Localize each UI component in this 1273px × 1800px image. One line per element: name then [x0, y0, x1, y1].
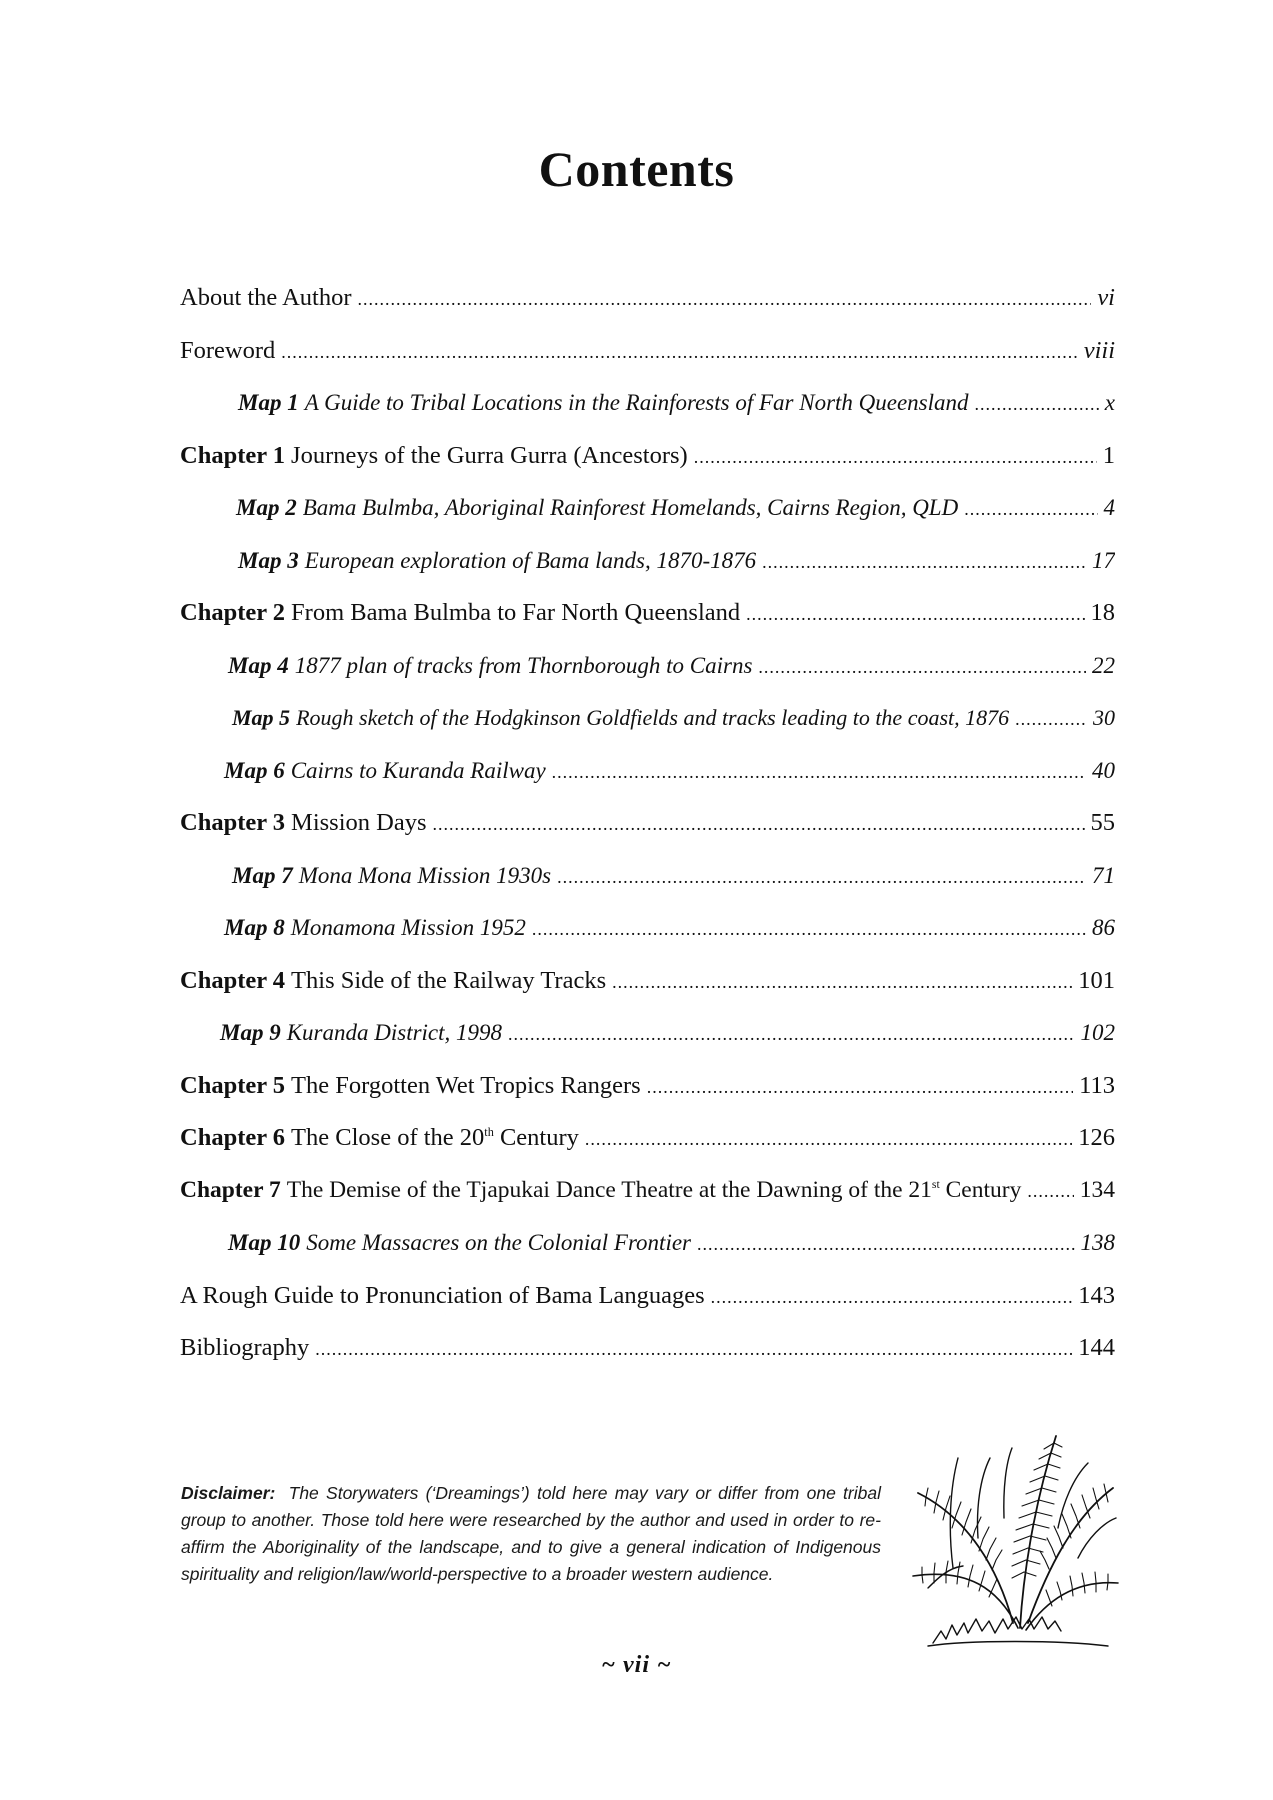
- toc-entry-title: About the Author: [180, 284, 352, 312]
- toc-entry-map-3[interactable]: [180, 535, 1115, 588]
- toc-entry-title: 1877 plan of tracks from Thornborough to Cairns: [294, 652, 753, 678]
- dot-leader: [1015, 705, 1087, 731]
- toc-entry-page: 17: [1092, 547, 1115, 573]
- toc-entry-title: From Bama Bulmba to Far North Queensland: [291, 599, 741, 627]
- toc-entry-prefix: Chapter 3: [180, 809, 286, 837]
- fern-illustration-icon: [908, 1418, 1120, 1650]
- toc-entry-page: 113: [1079, 1071, 1115, 1099]
- page-number: ~ vii ~: [601, 1652, 672, 1678]
- toc-entry-title: Mona Mona Mission 1930s: [298, 862, 552, 888]
- toc-entry-page: x: [1104, 390, 1115, 416]
- toc-entry-prefix: Chapter 2: [180, 599, 286, 627]
- toc-entry-page: 22: [1092, 652, 1115, 678]
- dot-leader: [746, 599, 1084, 627]
- toc-entry-title: This Side of the Railway Tracks: [291, 966, 607, 994]
- toc-entry-map-5[interactable]: [180, 692, 1115, 745]
- toc-entry-map-7[interactable]: [180, 850, 1115, 903]
- toc-entry-prefix: Map 8: [224, 915, 285, 941]
- toc-entry-page: 126: [1078, 1124, 1115, 1152]
- toc-entry-title: European exploration of Bama lands, 1870-1876: [304, 547, 757, 573]
- title-text-after: Century: [493, 1124, 579, 1152]
- toc-entry-title: The Forgotten Wet Tropics Rangers: [291, 1071, 641, 1099]
- dot-leader: [697, 1230, 1075, 1256]
- toc-entry-map-10[interactable]: [180, 1217, 1115, 1270]
- toc-entry-prefix: Map 4: [228, 652, 289, 678]
- toc-entry-page: 138: [1080, 1230, 1115, 1256]
- toc-entry-pronunciation-guide[interactable]: [180, 1270, 1115, 1323]
- toc-entry-map-4[interactable]: [180, 640, 1115, 693]
- toc-entry-title: A Guide to Tribal Locations in the Rainforests of Far North Queensland: [304, 390, 969, 416]
- toc-entry-page: 144: [1078, 1334, 1115, 1362]
- toc-entry-foreword[interactable]: [180, 325, 1115, 378]
- toc-entry-title: Bama Bulmba, Aboriginal Rainforest Homelands, Cairns Region, QLD: [302, 495, 959, 521]
- dot-leader: [532, 915, 1086, 941]
- toc-entry-chapter-6[interactable]: [180, 1112, 1115, 1165]
- title-text: The Close of the 20: [291, 1124, 485, 1152]
- toc-entry-page: 71: [1092, 862, 1115, 888]
- disclaimer-text: The Storywaters (‘Dreamings’) told here may vary or differ from one tribal group to another. Those told here were researched by the author and used in order to re-affirm the Aboriginality of the landscape, and to give a general indication of Indigenous spirituality and religion/law/world-perspective to a broader western audience.: [181, 1483, 881, 1584]
- toc-entry-prefix: Map 3: [238, 547, 299, 573]
- toc-entry-chapter-7[interactable]: [180, 1165, 1115, 1218]
- toc-entry-chapter-2[interactable]: [180, 587, 1115, 640]
- toc-entry-prefix: Map 7: [232, 862, 293, 888]
- dot-leader: [762, 548, 1086, 574]
- toc-entry-title: A Rough Guide to Pronunciation of Bama Languages: [180, 1281, 705, 1309]
- dot-leader: [758, 653, 1086, 679]
- toc-entry-page: 18: [1090, 599, 1115, 627]
- toc-entry-page: 30: [1093, 705, 1115, 731]
- toc-entry-prefix: Chapter 5: [180, 1071, 286, 1099]
- toc-entry-map-9[interactable]: [180, 1007, 1115, 1060]
- title-text: The Demise of the Tjapukai Dance Theatre at the Dawning of the 21: [286, 1177, 932, 1204]
- dot-leader: [585, 1124, 1072, 1152]
- toc-entry-title: Mission Days: [291, 809, 427, 837]
- toc-entry-title: Rough sketch of the Hodgkinson Goldfields and tracks leading to the coast, 1876: [296, 705, 1010, 731]
- toc-entry-chapter-5[interactable]: [180, 1060, 1115, 1113]
- toc-entry-page: 1: [1102, 441, 1115, 469]
- toc-entry-prefix: Map 10: [228, 1230, 301, 1256]
- dot-leader: [358, 284, 1092, 312]
- toc-entry-title: Foreword: [180, 336, 276, 364]
- toc-entry-map-6[interactable]: [180, 745, 1115, 798]
- toc-entry-title: [291, 1124, 579, 1152]
- dot-leader: [975, 390, 1099, 416]
- toc-entry-page: 4: [1103, 495, 1115, 521]
- toc-entry-page: 86: [1092, 915, 1115, 941]
- toc-entry-title: Journeys of the Gurra Gurra (Ancestors): [291, 441, 688, 469]
- toc-entry-map-8[interactable]: [180, 902, 1115, 955]
- dot-leader: [711, 1282, 1073, 1310]
- toc-entry-prefix: Map 9: [220, 1020, 281, 1046]
- dot-leader: [315, 1334, 1072, 1362]
- page-title: Contents: [538, 141, 735, 197]
- toc-entry-map-1[interactable]: [180, 377, 1115, 430]
- toc-entry-prefix: Map 1: [238, 390, 299, 416]
- disclaimer-label: Disclaimer:: [181, 1483, 276, 1503]
- toc-entry-title: Kuranda District, 1998: [286, 1020, 503, 1046]
- toc-entry-bibliography[interactable]: [180, 1322, 1115, 1375]
- toc-entry-title: [287, 1177, 1022, 1204]
- dot-leader: [508, 1020, 1074, 1046]
- toc-entry-prefix: Chapter 7: [180, 1177, 281, 1204]
- toc-entry-title: Cairns to Kuranda Railway: [290, 757, 546, 783]
- toc-entry-chapter-3[interactable]: [180, 797, 1115, 850]
- dot-leader: [557, 863, 1086, 889]
- toc-entry-page: 143: [1078, 1281, 1115, 1309]
- toc-entry-prefix: Chapter 4: [180, 966, 286, 994]
- toc-entry-chapter-1[interactable]: [180, 430, 1115, 483]
- toc-entry-page: 55: [1090, 809, 1115, 837]
- toc-entry-page: vi: [1097, 284, 1115, 312]
- dot-leader: [647, 1072, 1073, 1100]
- toc-entry-page: 40: [1092, 757, 1115, 783]
- toc-entry-page: 102: [1080, 1020, 1115, 1046]
- toc-entry-title: Monamona Mission 1952: [290, 915, 526, 941]
- toc-entry-prefix: Chapter 1: [180, 441, 286, 469]
- dot-leader: [552, 758, 1086, 784]
- toc-entry-chapter-4[interactable]: [180, 955, 1115, 1008]
- dot-leader: [694, 442, 1097, 470]
- toc-entry-page: 134: [1079, 1177, 1115, 1204]
- dot-leader: [964, 495, 1097, 521]
- ordinal-suffix: st: [931, 1178, 940, 1192]
- dot-leader: [281, 337, 1077, 365]
- dot-leader: [612, 967, 1072, 995]
- toc-entry-map-2[interactable]: [180, 482, 1115, 535]
- ordinal-suffix: th: [484, 1125, 494, 1140]
- toc-entry-about-the-author[interactable]: [180, 272, 1115, 325]
- toc-entry-prefix: Chapter 6: [180, 1124, 286, 1152]
- toc-entry-page: 101: [1078, 966, 1115, 994]
- toc-entry-page: viii: [1083, 336, 1115, 364]
- toc-entry-title: Bibliography: [180, 1334, 310, 1362]
- title-text-after: Century: [939, 1177, 1022, 1204]
- dot-leader: [433, 809, 1085, 837]
- dot-leader: [1027, 1177, 1073, 1204]
- disclaimer: [181, 1480, 881, 1588]
- toc-entry-prefix: Map 2: [236, 495, 297, 521]
- toc-entry-prefix: Map 5: [232, 705, 291, 731]
- toc-entry-title: Some Massacres on the Colonial Frontier: [306, 1230, 691, 1256]
- table-of-contents: [180, 272, 1115, 1375]
- toc-entry-prefix: Map 6: [224, 757, 285, 783]
